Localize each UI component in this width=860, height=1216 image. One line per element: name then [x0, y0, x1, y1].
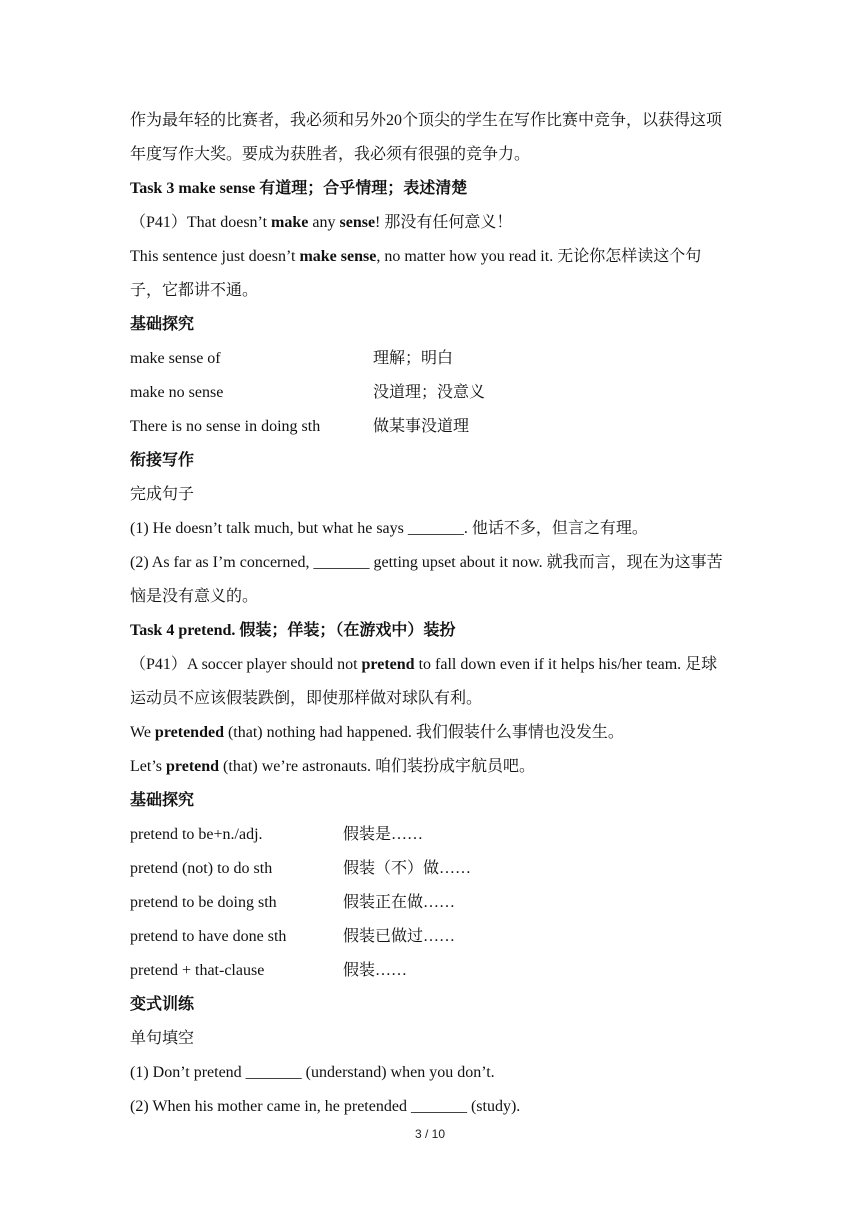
exercise-item: (1) He doesn’t talk much, but what he says _______. 他话不多，但言之有理。: [130, 520, 648, 537]
phrase-en: make sense of: [130, 350, 221, 367]
task3-example-2: This sentence just doesn’t make sense, no matter how you read it. 无论你怎样读这个句子，它都讲不通。: [130, 248, 702, 299]
phrase-en: pretend to have done sth: [130, 928, 287, 945]
task3-writing-subheading: 完成句子: [130, 486, 195, 503]
task4-drill-subheading: 单句填空: [130, 1030, 195, 1047]
task4-basics-heading: 基础探究: [130, 792, 195, 809]
task3-example-1: （P41）That doesn’t make any sense! 那没有任何意义！: [130, 214, 513, 231]
phrase-zh: 理解；明白: [373, 350, 454, 367]
phrase-en: pretend to be+n./adj.: [130, 826, 263, 843]
phrase-row: [130, 852, 730, 886]
phrase-row: [130, 410, 730, 444]
phrase-zh: 假装已做过……: [343, 928, 456, 945]
phrase-en: make no sense: [130, 384, 224, 401]
phrase-zh: 没道理；没意义: [373, 384, 486, 401]
phrase-en: pretend + that-clause: [130, 962, 265, 979]
phrase-row: [130, 954, 730, 988]
task4-heading: Task 4 pretend. 假装；佯装；（在游戏中）装扮: [130, 622, 456, 639]
page-number: 3 / 10: [414, 1127, 446, 1141]
task4-drill-heading: 变式训练: [130, 996, 195, 1013]
phrase-en: pretend (not) to do sth: [130, 860, 273, 877]
task3-writing-heading: 衔接写作: [130, 452, 195, 469]
phrase-en: pretend to be doing sth: [130, 894, 277, 911]
phrase-row: [130, 342, 730, 376]
phrase-zh: 做某事没道理: [373, 418, 470, 435]
intro-paragraph: 作为最年轻的比赛者，我必须和另外20个顶尖的学生在写作比赛中竞争，以获得这项年度写作大奖。要成为获胜者，我必须有很强的竞争力。: [130, 112, 723, 163]
task4-example-1: （P41）A soccer player should not pretend to fall down even if it helps his/her team. 足球运动员不应该假装跌倒，即使那样做对球队有利。: [130, 656, 718, 707]
phrase-row: [130, 886, 730, 920]
phrase-zh: 假装正在做……: [343, 894, 456, 911]
phrase-zh: 假装是……: [343, 826, 424, 843]
task4-example-3: Let’s pretend (that) we’re astronauts. 咱们装扮成宇航员吧。: [130, 758, 535, 775]
phrase-en: There is no sense in doing sth: [130, 418, 321, 435]
task3-basics-heading: 基础探究: [130, 316, 195, 333]
task4-example-2: We pretended (that) nothing had happened. 我们假装什么事情也没发生。: [130, 724, 624, 741]
phrase-row: [130, 920, 730, 954]
task3-heading: Task 3 make sense 有道理；合乎情理；表述清楚: [130, 180, 468, 197]
exercise-item: (2) As far as I’m concerned, _______ getting upset about it now. 就我而言，现在为这事苦恼是没有意义的。: [130, 554, 723, 605]
phrase-row: [130, 376, 730, 410]
exercise-item: (1) Don’t pretend _______ (understand) when you don’t.: [130, 1064, 495, 1081]
phrase-zh: 假装（不）做……: [343, 860, 472, 877]
exercise-item: (2) When his mother came in, he pretended _______ (study).: [130, 1098, 521, 1115]
document-page: [130, 104, 730, 1124]
phrase-zh: 假装……: [343, 962, 408, 979]
phrase-row: [130, 818, 730, 852]
